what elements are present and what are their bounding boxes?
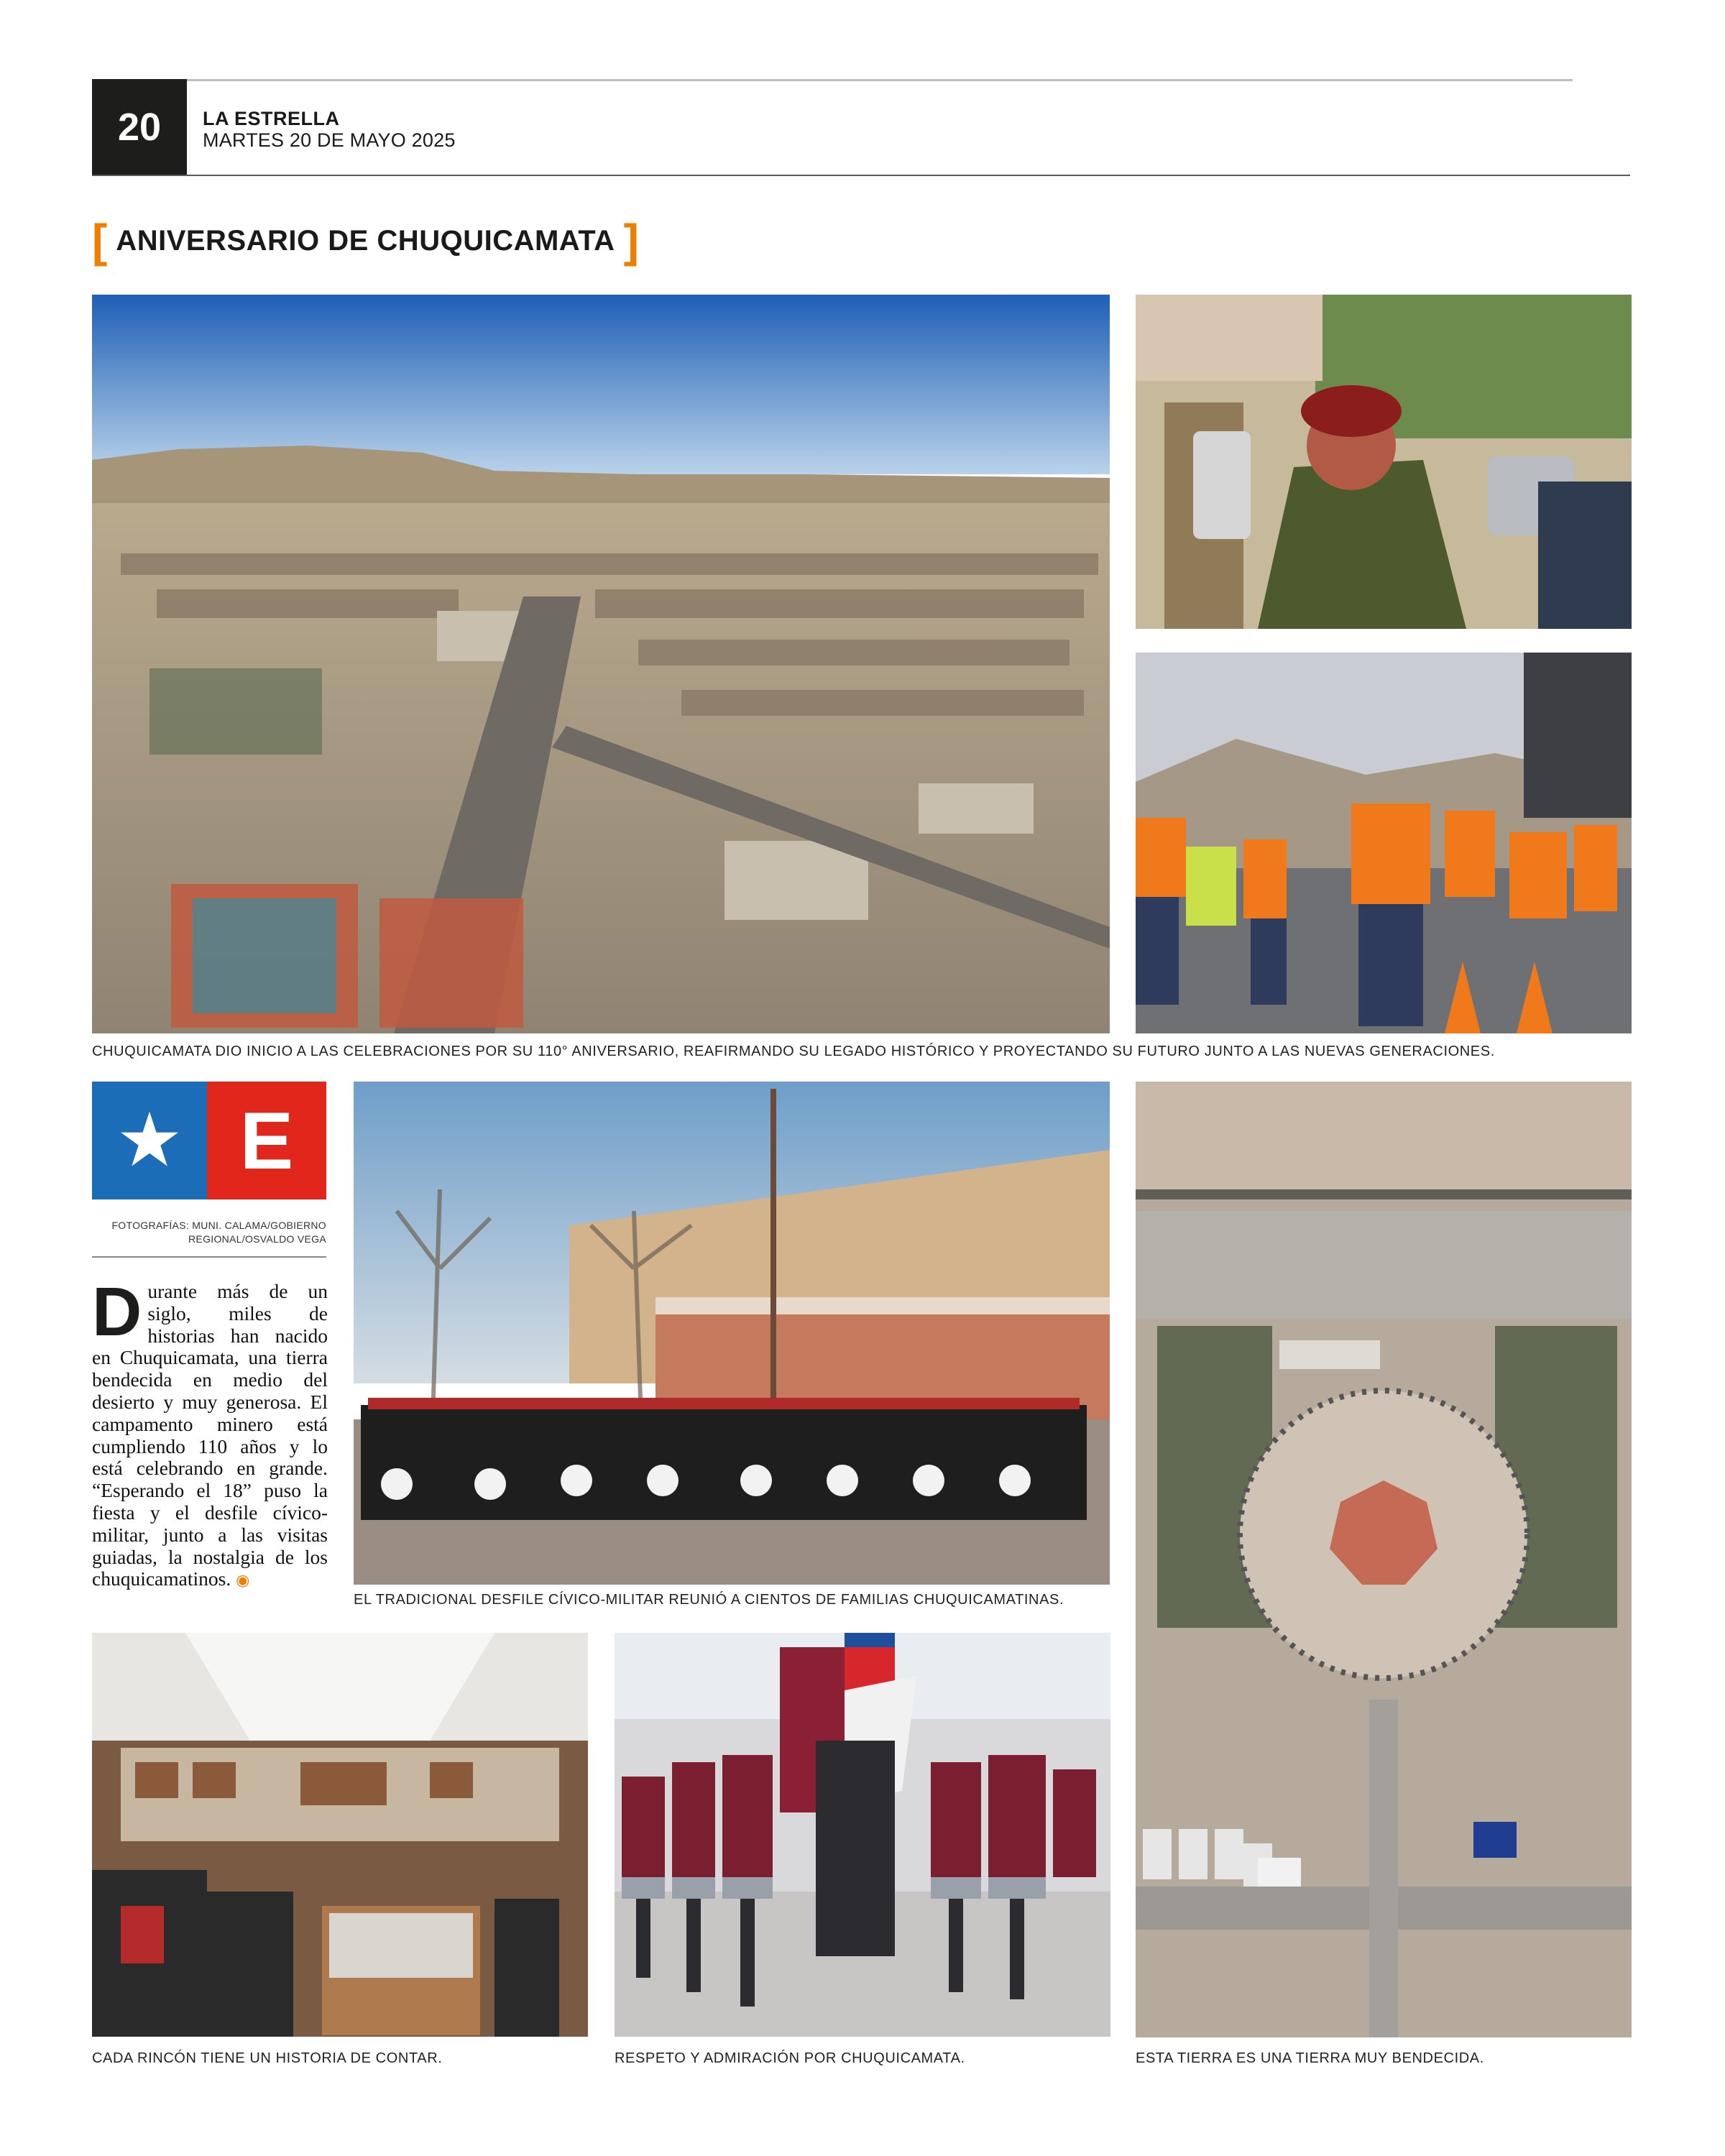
logo-letter: E (207, 1082, 326, 1199)
photo-credits (92, 1219, 326, 1246)
photo-miner-celebrating (1136, 295, 1632, 629)
bracket-close: ] (623, 215, 639, 267)
article-body (92, 1273, 328, 1592)
caption-museum: CADA RINCÓN TIENE UN HISTORIA DE CONTAR. (92, 2050, 443, 2066)
caption-students: RESPETO Y ADMIRACIÓN POR CHUQUICAMATA. (615, 2050, 965, 2066)
credits-rule (92, 1256, 326, 1258)
star-icon (92, 1082, 207, 1199)
newspaper-name: LA ESTRELLA (203, 108, 340, 129)
issue-date: MARTES 20 DE MAYO 2025 (203, 129, 456, 151)
chile-flag-logo (92, 1082, 326, 1199)
photo-workers-race (1136, 653, 1632, 1033)
caption-parade: EL TRADICIONAL DESFILE CÍVICO-MILITAR REUNIÓ A CIENTOS DE FAMILIAS CHUQUICAMATINAS. (354, 1592, 1064, 1608)
photo-credits-line2: REGIONAL/OSVALDO VEGA (188, 1233, 326, 1245)
caption-main: CHUQUICAMATA DIO INICIO A LAS CELEBRACIONES POR SU 110° ANIVERSARIO, REAFIRMANDO SU LEGADO HISTÓRICO Y PROYECTANDO SU FUTURO JUNTO A LAS NUEVAS GENERACIONES. (92, 1044, 1495, 1059)
section-title: ANIVERSARIO DE CHUQUICAMATA (116, 224, 615, 257)
photo-aerial-plaza (1136, 1082, 1632, 2037)
photo-credits-line1: FOTOGRAFÍAS: MUNI. CALAMA/GOBIERNO (111, 1220, 326, 1231)
page-number: 20 (92, 79, 187, 175)
photo-aerial-town (92, 295, 1110, 1033)
bracket-open: [ (92, 215, 108, 267)
caption-aerial-plaza: ESTA TIERRA ES UNA TIERRA MUY BENDECIDA. (1136, 2050, 1484, 2066)
article-text: urante más de un siglo, miles de historias han nacido en Chuquicamata, una tierra bendecida en medio del desierto y muy generosa. El campamento minero está cumpliendo 110 años y lo está celebrando en grande. “Esperando el 18” puso la fiesta y el desfile cívico-militar, junto a las visitas guiadas, la nostalgia de los chuquicamatinos. (92, 1280, 328, 1590)
top-rule (92, 79, 1573, 81)
photo-museum-interior (92, 1633, 588, 2037)
header-rule (92, 175, 1630, 176)
section-heading (92, 215, 639, 267)
photo-student-parade (615, 1633, 1110, 2037)
end-mark-icon: ◉ (236, 1571, 250, 1590)
article-dropcap: D (92, 1273, 142, 1350)
logo-star: ★ (116, 1099, 183, 1182)
photo-civic-military-parade (354, 1082, 1110, 1585)
